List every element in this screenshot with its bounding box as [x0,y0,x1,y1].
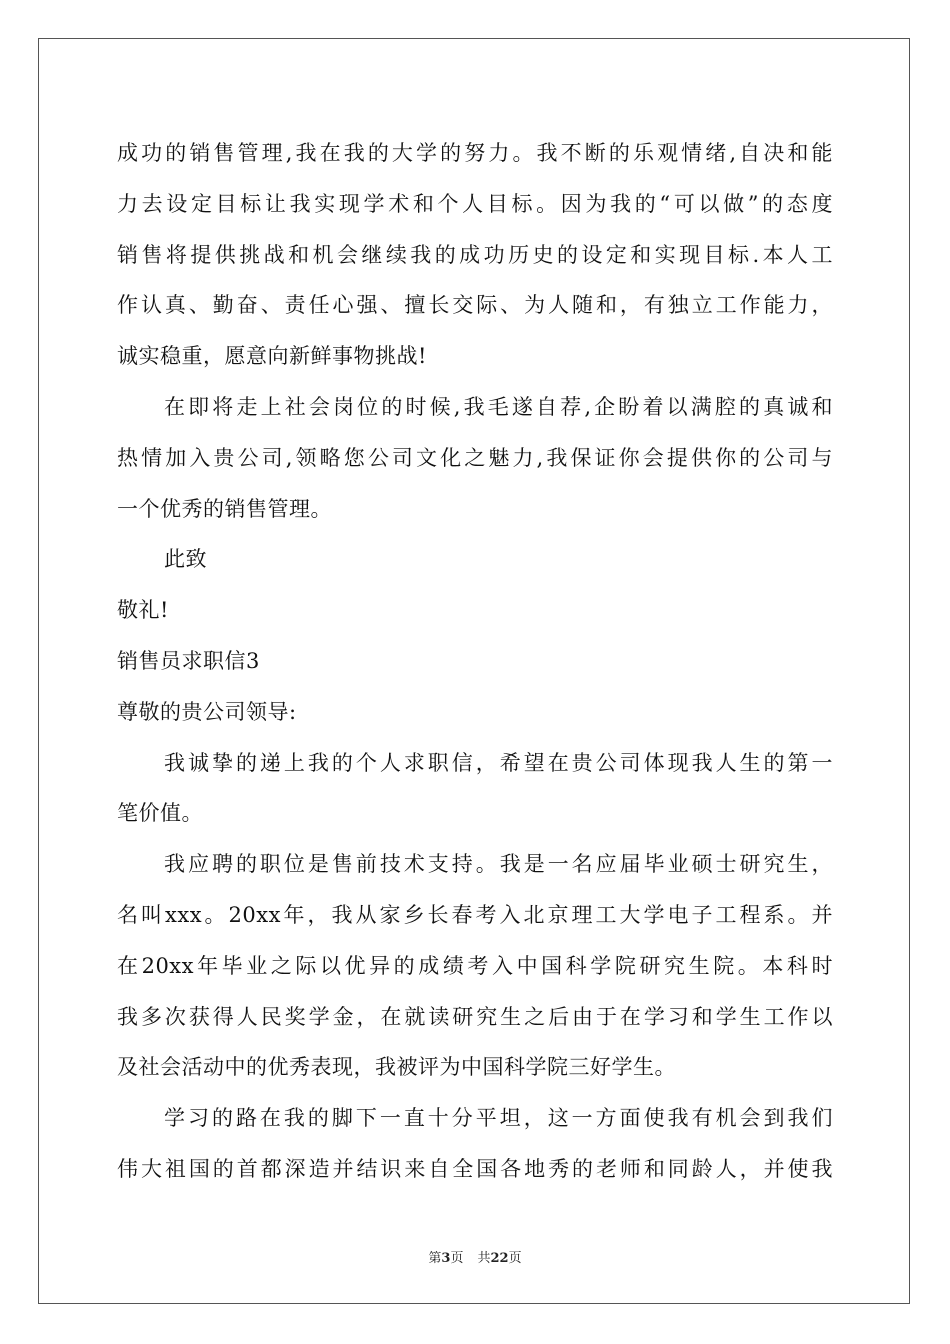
text-line: 我应聘的职位是售前技术支持。我是一名应届毕业硕士研究生， [164,852,833,877]
text-line: 笔价值。 [117,801,203,826]
text-line: 一个优秀的销售管理。 [117,496,332,521]
text-line: 此致 [164,547,207,572]
total-prefix: 共 [477,1251,491,1266]
text-line: 销售将提供挑战和机会继续我的成功历史的设定和实现目标.本人工 [117,242,833,267]
text-line: 力去设定目标让我实现学术和个人目标。因为我的“可以做”的态度 [117,191,833,216]
total-pages: 22 [490,1251,509,1266]
text-line: 我诚挚的递上我的个人求职信，希望在贵公司体现我人生的第一 [164,750,833,775]
document-body [117,128,833,1195]
text-line: 我多次获得人民奖学金，在就读研究生之后由于在学习和学生工作以 [117,1004,833,1029]
page-footer [0,1247,950,1266]
text-line: 成功的销售管理,我在我的大学的努力。我不断的乐观情绪,自决和能 [117,141,833,165]
text-line: 尊敬的贵公司领导: [117,699,297,724]
text-line: 热情加入贵公司,领略您公司文化之魅力,我保证你会提供你的公司与 [117,445,833,470]
page-suffix: 页 [450,1251,464,1266]
text-line: 销售员求职信3 [117,648,260,673]
text-line: 作认真、勤奋、责任心强、擅长交际、为人随和，有独立工作能力， [117,293,833,318]
text-line: 在20xx年毕业之际以优异的成绩考入中国科学院研究生院。本科时 [117,953,833,978]
text-line: 名叫xxx。20xx年，我从家乡长春考入北京理工大学电子工程系。并 [117,902,833,927]
text-line: 伟大祖国的首都深造并结识来自全国各地秀的老师和同龄人，并使我 [117,1156,833,1181]
text-line: 在即将走上社会岗位的时候,我毛遂自荐,企盼着以满腔的真诚和 [164,394,833,419]
page-number: 3 [441,1251,451,1266]
text-line: 诚实稳重，愿意向新鲜事物挑战! [117,344,427,369]
text-line: 学习的路在我的脚下一直十分平坦，这一方面使我有机会到我们 [164,1106,833,1131]
page-prefix: 第 [428,1251,442,1266]
text-line: 及社会活动中的优秀表现，我被评为中国科学院三好学生。 [117,1055,676,1080]
total-suffix: 页 [508,1251,522,1266]
text-line: 敬礼! [117,598,169,623]
